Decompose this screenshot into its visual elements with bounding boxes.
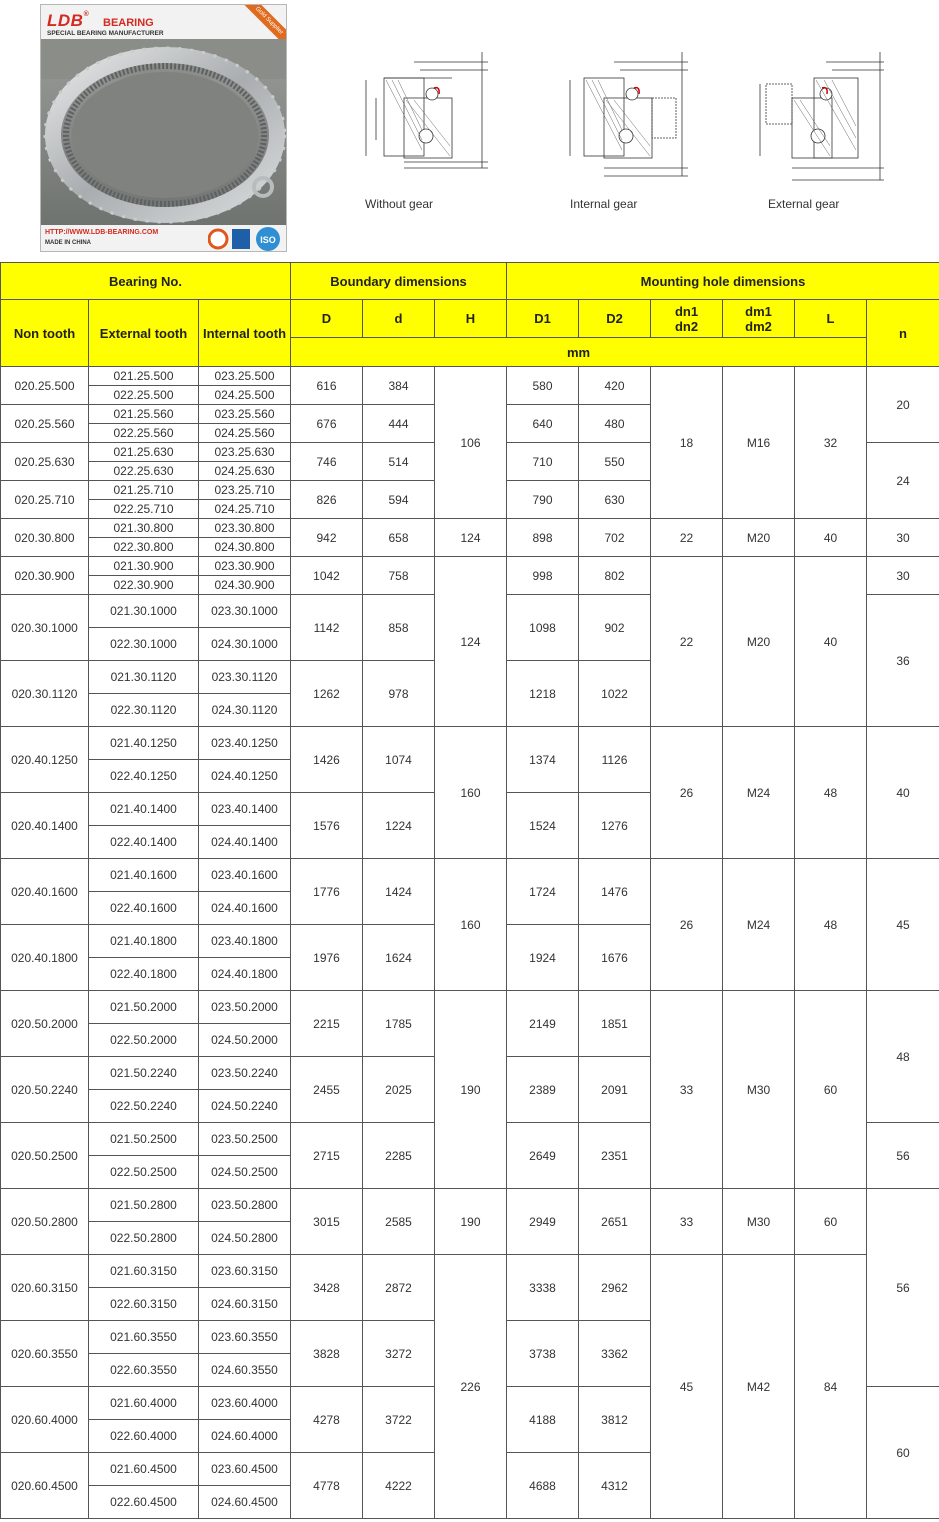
header-L: L xyxy=(795,300,867,338)
non-tooth-cell: 020.60.3550 xyxy=(1,1321,89,1387)
brand-logo: LDB® xyxy=(47,11,90,30)
internal-tooth-cell: 023.60.3150 xyxy=(199,1255,291,1288)
non-tooth-cell: 020.40.1400 xyxy=(1,793,89,859)
D2-cell: 1676 xyxy=(579,925,651,991)
n-cell: 36 xyxy=(867,595,939,727)
non-tooth-cell: 020.30.800 xyxy=(1,519,89,557)
non-tooth-cell: 020.25.710 xyxy=(1,481,89,519)
header-non-tooth: Non tooth xyxy=(1,300,89,367)
svg-text:ISO: ISO xyxy=(260,235,276,245)
external-tooth-cell: 022.60.3150 xyxy=(89,1288,199,1321)
d-cell: 514 xyxy=(363,443,435,481)
internal-tooth-cell: 023.60.4000 xyxy=(199,1387,291,1420)
d-cell: 384 xyxy=(363,367,435,405)
header-D: D xyxy=(291,300,363,338)
internal-tooth-cell: 024.50.2800 xyxy=(199,1222,291,1255)
internal-tooth-cell: 024.40.1400 xyxy=(199,826,291,859)
external-tooth-cell: 022.50.2000 xyxy=(89,1024,199,1057)
dn-cell: 18 xyxy=(651,367,723,519)
D-cell: 1042 xyxy=(291,557,363,595)
dm-cell: M30 xyxy=(723,1189,795,1255)
external-tooth-cell: 021.60.3550 xyxy=(89,1321,199,1354)
header-dm: dm1 dm2 xyxy=(723,300,795,338)
external-tooth-cell: 021.60.3150 xyxy=(89,1255,199,1288)
non-tooth-cell: 020.50.2240 xyxy=(1,1057,89,1123)
D-cell: 1776 xyxy=(291,859,363,925)
non-tooth-cell: 020.25.560 xyxy=(1,405,89,443)
internal-tooth-cell: 023.60.4500 xyxy=(199,1453,291,1486)
L-cell: 40 xyxy=(795,557,867,727)
internal-tooth-cell: 024.60.4500 xyxy=(199,1486,291,1519)
L-cell: 60 xyxy=(795,991,867,1189)
table-row xyxy=(1,1189,939,1222)
D2-cell: 480 xyxy=(579,405,651,443)
internal-tooth-cell: 023.30.1120 xyxy=(199,661,291,694)
D-cell: 2215 xyxy=(291,991,363,1057)
cert-badge-icon xyxy=(232,229,250,249)
external-tooth-cell: 022.50.2240 xyxy=(89,1090,199,1123)
non-tooth-cell: 020.60.4500 xyxy=(1,1453,89,1519)
L-cell: 60 xyxy=(795,1189,867,1255)
D1-cell: 1098 xyxy=(507,595,579,661)
header-d: d xyxy=(363,300,435,338)
D2-cell: 550 xyxy=(579,443,651,481)
external-tooth-cell: 021.25.630 xyxy=(89,443,199,462)
internal-tooth-cell: 024.60.3550 xyxy=(199,1354,291,1387)
d-cell: 1424 xyxy=(363,859,435,925)
diagram-caption-without-gear: Without gear xyxy=(365,197,434,211)
H-cell: 190 xyxy=(435,1189,507,1255)
catalog-header xyxy=(0,0,939,262)
external-tooth-cell: 022.30.800 xyxy=(89,538,199,557)
header-D2: D2 xyxy=(579,300,651,338)
non-tooth-cell: 020.40.1600 xyxy=(1,859,89,925)
n-cell: 56 xyxy=(867,1189,939,1387)
d-cell: 758 xyxy=(363,557,435,595)
external-tooth-cell: 022.30.1000 xyxy=(89,628,199,661)
D2-cell: 902 xyxy=(579,595,651,661)
internal-tooth-cell: 023.40.1600 xyxy=(199,859,291,892)
D1-cell: 4188 xyxy=(507,1387,579,1453)
bearing-spec-table xyxy=(0,262,939,1519)
D1-cell: 1724 xyxy=(507,859,579,925)
D-cell: 1262 xyxy=(291,661,363,727)
external-tooth-cell: 021.50.2000 xyxy=(89,991,199,1024)
D1-cell: 580 xyxy=(507,367,579,405)
d-cell: 1074 xyxy=(363,727,435,793)
diagram-caption-external-gear: External gear xyxy=(768,197,840,211)
internal-tooth-cell: 023.40.1800 xyxy=(199,925,291,958)
external-tooth-cell: 021.30.1120 xyxy=(89,661,199,694)
L-cell: 32 xyxy=(795,367,867,519)
d-cell: 1224 xyxy=(363,793,435,859)
n-cell: 24 xyxy=(867,443,939,519)
table-row xyxy=(1,859,939,892)
D1-cell: 2949 xyxy=(507,1189,579,1255)
D1-cell: 2149 xyxy=(507,991,579,1057)
brand-word: BEARING xyxy=(103,17,154,29)
D-cell: 4778 xyxy=(291,1453,363,1519)
header-n: n xyxy=(867,300,939,367)
D1-cell: 1374 xyxy=(507,727,579,793)
n-cell: 45 xyxy=(867,859,939,991)
H-cell: 106 xyxy=(435,367,507,519)
external-tooth-cell: 022.25.500 xyxy=(89,386,199,405)
dm-cell: M24 xyxy=(723,859,795,991)
n-cell: 60 xyxy=(867,1387,939,1519)
header-mounting-hole-dimensions: Mounting hole dimensions xyxy=(507,263,939,300)
n-cell: 48 xyxy=(867,991,939,1123)
D2-cell: 2351 xyxy=(579,1123,651,1189)
internal-tooth-cell: 024.30.900 xyxy=(199,576,291,595)
certification-badges xyxy=(208,226,282,252)
internal-tooth-cell: 024.50.2000 xyxy=(199,1024,291,1057)
table-row xyxy=(1,367,939,386)
header-H: H xyxy=(435,300,507,338)
L-cell: 84 xyxy=(795,1255,867,1519)
internal-tooth-cell: 024.25.710 xyxy=(199,500,291,519)
H-cell: 190 xyxy=(435,991,507,1189)
non-tooth-cell: 020.60.3150 xyxy=(1,1255,89,1321)
d-cell: 3272 xyxy=(363,1321,435,1387)
D2-cell: 802 xyxy=(579,557,651,595)
D1-cell: 998 xyxy=(507,557,579,595)
external-tooth-cell: 021.30.1000 xyxy=(89,595,199,628)
D-cell: 1142 xyxy=(291,595,363,661)
non-tooth-cell: 020.25.500 xyxy=(1,367,89,405)
internal-tooth-cell: 023.50.2500 xyxy=(199,1123,291,1156)
L-cell: 48 xyxy=(795,859,867,991)
L-cell: 40 xyxy=(795,519,867,557)
D-cell: 826 xyxy=(291,481,363,519)
D2-cell: 630 xyxy=(579,481,651,519)
H-cell: 124 xyxy=(435,519,507,557)
dn-cell: 33 xyxy=(651,991,723,1189)
H-cell: 226 xyxy=(435,1255,507,1519)
card-url: HTTP://WWW.LDB-BEARING.COM xyxy=(45,229,159,236)
D-cell: 2455 xyxy=(291,1057,363,1123)
non-tooth-cell: 020.25.630 xyxy=(1,443,89,481)
internal-tooth-cell: 024.25.630 xyxy=(199,462,291,481)
internal-tooth-cell: 023.50.2000 xyxy=(199,991,291,1024)
external-tooth-cell: 022.30.1120 xyxy=(89,694,199,727)
D-cell: 1976 xyxy=(291,925,363,991)
internal-tooth-cell: 024.60.4000 xyxy=(199,1420,291,1453)
internal-tooth-cell: 023.50.2240 xyxy=(199,1057,291,1090)
L-cell: 48 xyxy=(795,727,867,859)
internal-tooth-cell: 024.25.500 xyxy=(199,386,291,405)
external-tooth-cell: 022.40.1600 xyxy=(89,892,199,925)
non-tooth-cell: 020.50.2500 xyxy=(1,1123,89,1189)
D2-cell: 1476 xyxy=(579,859,651,925)
n-cell: 30 xyxy=(867,557,939,595)
d-cell: 978 xyxy=(363,661,435,727)
brand-tagline: SPECIAL BEARING MANUFACTURER xyxy=(47,30,164,37)
n-cell: 30 xyxy=(867,519,939,557)
external-tooth-cell: 022.25.630 xyxy=(89,462,199,481)
internal-tooth-cell: 023.50.2800 xyxy=(199,1189,291,1222)
internal-tooth-cell: 023.30.900 xyxy=(199,557,291,576)
d-cell: 1785 xyxy=(363,991,435,1057)
d-cell: 4222 xyxy=(363,1453,435,1519)
table-row xyxy=(1,519,939,538)
header-boundary-dimensions: Boundary dimensions xyxy=(291,263,507,300)
external-tooth-cell: 021.40.1600 xyxy=(89,859,199,892)
D2-cell: 4312 xyxy=(579,1453,651,1519)
table-row xyxy=(1,991,939,1024)
d-cell: 2025 xyxy=(363,1057,435,1123)
D-cell: 942 xyxy=(291,519,363,557)
internal-tooth-cell: 023.30.1000 xyxy=(199,595,291,628)
D-cell: 3828 xyxy=(291,1321,363,1387)
diagram-without-gear xyxy=(356,40,496,190)
D1-cell: 1924 xyxy=(507,925,579,991)
external-tooth-cell: 021.60.4000 xyxy=(89,1387,199,1420)
external-tooth-cell: 021.60.4500 xyxy=(89,1453,199,1486)
internal-tooth-cell: 024.30.1000 xyxy=(199,628,291,661)
internal-tooth-cell: 024.40.1250 xyxy=(199,760,291,793)
external-tooth-cell: 022.60.4000 xyxy=(89,1420,199,1453)
D-cell: 616 xyxy=(291,367,363,405)
D1-cell: 640 xyxy=(507,405,579,443)
d-cell: 2285 xyxy=(363,1123,435,1189)
diagram-external-gear xyxy=(752,40,892,190)
D1-cell: 3338 xyxy=(507,1255,579,1321)
internal-tooth-cell: 024.40.1800 xyxy=(199,958,291,991)
internal-tooth-cell: 023.40.1250 xyxy=(199,727,291,760)
d-cell: 1624 xyxy=(363,925,435,991)
internal-tooth-cell: 023.30.800 xyxy=(199,519,291,538)
external-tooth-cell: 021.50.2800 xyxy=(89,1189,199,1222)
n-cell: 56 xyxy=(867,1123,939,1189)
H-cell: 124 xyxy=(435,557,507,727)
internal-tooth-cell: 024.25.560 xyxy=(199,424,291,443)
product-photo-card xyxy=(40,4,287,252)
external-tooth-cell: 022.40.1400 xyxy=(89,826,199,859)
internal-tooth-cell: 024.50.2240 xyxy=(199,1090,291,1123)
D2-cell: 702 xyxy=(579,519,651,557)
internal-tooth-cell: 023.60.3550 xyxy=(199,1321,291,1354)
gold-supplier-ribbon: Gold Supplier xyxy=(240,4,287,50)
internal-tooth-cell: 024.30.1120 xyxy=(199,694,291,727)
D-cell: 2715 xyxy=(291,1123,363,1189)
dn-cell: 26 xyxy=(651,859,723,991)
D2-cell: 420 xyxy=(579,367,651,405)
external-tooth-cell: 022.40.1250 xyxy=(89,760,199,793)
spec-table-body xyxy=(1,367,939,1519)
external-tooth-cell: 022.50.2800 xyxy=(89,1222,199,1255)
non-tooth-cell: 020.50.2000 xyxy=(1,991,89,1057)
internal-tooth-cell: 023.25.630 xyxy=(199,443,291,462)
external-tooth-cell: 021.50.2500 xyxy=(89,1123,199,1156)
D1-cell: 790 xyxy=(507,481,579,519)
d-cell: 444 xyxy=(363,405,435,443)
dm-cell: M20 xyxy=(723,519,795,557)
header-D1: D1 xyxy=(507,300,579,338)
D-cell: 4278 xyxy=(291,1387,363,1453)
D-cell: 1426 xyxy=(291,727,363,793)
non-tooth-cell: 020.40.1800 xyxy=(1,925,89,991)
D1-cell: 2649 xyxy=(507,1123,579,1189)
D2-cell: 1276 xyxy=(579,793,651,859)
dn-cell: 45 xyxy=(651,1255,723,1519)
d-cell: 2872 xyxy=(363,1255,435,1321)
D1-cell: 3738 xyxy=(507,1321,579,1387)
dn-cell: 26 xyxy=(651,727,723,859)
external-tooth-cell: 022.25.710 xyxy=(89,500,199,519)
external-tooth-cell: 022.30.900 xyxy=(89,576,199,595)
dm-cell: M30 xyxy=(723,991,795,1189)
header-unit-mm: mm xyxy=(291,338,867,367)
H-cell: 160 xyxy=(435,727,507,859)
internal-tooth-cell: 023.25.560 xyxy=(199,405,291,424)
D2-cell: 3812 xyxy=(579,1387,651,1453)
D-cell: 3428 xyxy=(291,1255,363,1321)
d-cell: 3722 xyxy=(363,1387,435,1453)
table-row xyxy=(1,727,939,760)
internal-tooth-cell: 023.40.1400 xyxy=(199,793,291,826)
header-internal-tooth: Internal tooth xyxy=(199,300,291,367)
external-tooth-cell: 021.30.900 xyxy=(89,557,199,576)
external-tooth-cell: 021.40.1800 xyxy=(89,925,199,958)
table-row xyxy=(1,557,939,576)
D-cell: 3015 xyxy=(291,1189,363,1255)
non-tooth-cell: 020.30.1120 xyxy=(1,661,89,727)
d-cell: 2585 xyxy=(363,1189,435,1255)
external-tooth-cell: 021.30.800 xyxy=(89,519,199,538)
external-tooth-cell: 022.50.2500 xyxy=(89,1156,199,1189)
D1-cell: 1524 xyxy=(507,793,579,859)
dm-cell: M24 xyxy=(723,727,795,859)
dm-cell: M16 xyxy=(723,367,795,519)
diagram-internal-gear xyxy=(556,40,696,190)
H-cell: 160 xyxy=(435,859,507,991)
internal-tooth-cell: 024.30.800 xyxy=(199,538,291,557)
D-cell: 1576 xyxy=(291,793,363,859)
header-dn: dn1 dn2 xyxy=(651,300,723,338)
D-cell: 746 xyxy=(291,443,363,481)
dn-cell: 33 xyxy=(651,1189,723,1255)
external-tooth-cell: 022.60.4500 xyxy=(89,1486,199,1519)
n-cell: 40 xyxy=(867,727,939,859)
d-cell: 858 xyxy=(363,595,435,661)
non-tooth-cell: 020.50.2800 xyxy=(1,1189,89,1255)
external-tooth-cell: 021.40.1250 xyxy=(89,727,199,760)
dm-cell: M20 xyxy=(723,557,795,727)
D1-cell: 2389 xyxy=(507,1057,579,1123)
D2-cell: 2091 xyxy=(579,1057,651,1123)
dn-cell: 22 xyxy=(651,519,723,557)
external-tooth-cell: 021.25.500 xyxy=(89,367,199,386)
internal-tooth-cell: 024.60.3150 xyxy=(199,1288,291,1321)
card-made-in: MADE IN CHINA xyxy=(45,240,91,246)
non-tooth-cell: 020.60.4000 xyxy=(1,1387,89,1453)
internal-tooth-cell: 024.50.2500 xyxy=(199,1156,291,1189)
n-cell: 20 xyxy=(867,367,939,443)
table-row xyxy=(1,1255,939,1288)
slewing-bearing-photo xyxy=(41,39,287,225)
external-tooth-cell: 022.40.1800 xyxy=(89,958,199,991)
D2-cell: 2651 xyxy=(579,1189,651,1255)
cert-badge-icon xyxy=(209,230,227,248)
D2-cell: 1126 xyxy=(579,727,651,793)
non-tooth-cell: 020.40.1250 xyxy=(1,727,89,793)
external-tooth-cell: 021.40.1400 xyxy=(89,793,199,826)
D1-cell: 898 xyxy=(507,519,579,557)
D-cell: 676 xyxy=(291,405,363,443)
D2-cell: 1022 xyxy=(579,661,651,727)
external-tooth-cell: 021.25.710 xyxy=(89,481,199,500)
header-external-tooth: External tooth xyxy=(89,300,199,367)
external-tooth-cell: 021.50.2240 xyxy=(89,1057,199,1090)
dn-cell: 22 xyxy=(651,557,723,727)
D2-cell: 2962 xyxy=(579,1255,651,1321)
dm-cell: M42 xyxy=(723,1255,795,1519)
external-tooth-cell: 022.60.3550 xyxy=(89,1354,199,1387)
diagram-caption-internal-gear: Internal gear xyxy=(570,197,638,211)
non-tooth-cell: 020.30.1000 xyxy=(1,595,89,661)
d-cell: 658 xyxy=(363,519,435,557)
D1-cell: 4688 xyxy=(507,1453,579,1519)
internal-tooth-cell: 023.25.500 xyxy=(199,367,291,386)
D2-cell: 1851 xyxy=(579,991,651,1057)
D1-cell: 1218 xyxy=(507,661,579,727)
external-tooth-cell: 021.25.560 xyxy=(89,405,199,424)
non-tooth-cell: 020.30.900 xyxy=(1,557,89,595)
internal-tooth-cell: 023.25.710 xyxy=(199,481,291,500)
d-cell: 594 xyxy=(363,481,435,519)
D2-cell: 3362 xyxy=(579,1321,651,1387)
internal-tooth-cell: 024.40.1600 xyxy=(199,892,291,925)
header-bearing-no: Bearing No. xyxy=(1,263,291,300)
external-tooth-cell: 022.25.560 xyxy=(89,424,199,443)
D1-cell: 710 xyxy=(507,443,579,481)
